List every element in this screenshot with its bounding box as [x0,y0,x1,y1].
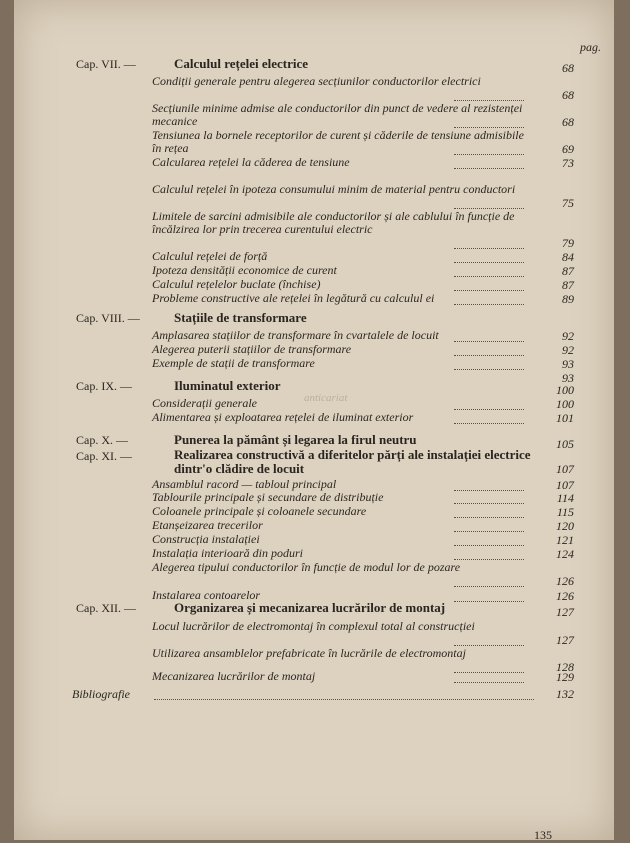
entry-page: 127 [556,633,574,647]
entry-page: 126 [556,574,574,588]
entry-page: 69 [562,142,574,156]
toc-entry: Tensiunea la bornele receptorilor de curent și căderile de tensiune admisibile în rețea [152,128,524,155]
toc-entry: Calculul rețelei în ipoteza consumului minim de material pentru conductori [152,182,516,196]
entry-page: 128 [556,660,574,674]
toc-entry: Locul lucrărilor de electromontaj în complexul total al construcției [152,619,475,633]
entry-page: 79 [562,236,574,250]
entry-page: 124 [556,547,574,561]
dot-leader [454,502,524,504]
entry-page: 68 [562,88,574,102]
toc-entry: Amplasarea stațiilor de transformare în cvartalele de locuit [152,328,439,342]
toc-entry: Instalarea contoarelor [152,588,261,602]
dot-leader [454,530,524,532]
toc-entry: Construcția instalației [152,532,260,546]
entry-page: 121 [556,533,574,547]
dot-leader [454,422,524,424]
chapter-page: 100 [556,383,574,397]
toc-entry: Limitele de sarcini admisibile ale conductorilor și ale cablului în funcție de încălzirea lor prin trecerea curentului electric [152,209,515,236]
dot-leader [454,408,524,410]
chapter-title: Punerea la pământ și legarea la firul neutru [174,432,417,447]
dot-leader [454,167,524,169]
entry-page: 93 [562,357,574,371]
dot-leader [454,558,524,560]
dot-leader [454,544,524,546]
entry-page: 115 [556,505,574,519]
dot-leader [454,600,524,602]
toc-entry: Condiții generale pentru alegerea secțiunilor conductorilor electrici [152,74,481,88]
toc-entry: Ansamblul racord — tabloul principal [152,477,337,491]
toc-entry: Exemple de stații de transformare [152,356,315,370]
chapter-label: Cap. IX. — [76,379,132,393]
toc-entry: Etanșeizarea trecerilor [152,518,263,532]
footer-page-number: 135 [534,828,552,842]
entry-page: 126 [556,589,574,603]
dot-leader [454,681,524,683]
entry-page: 73 [562,156,574,170]
toc-entry: Probleme constructive ale rețelei în legătură cu calculul ei [152,291,435,305]
entry-page: 75 [562,196,574,210]
entry-page: 92 [562,343,574,357]
entry-page: 100 [556,397,574,411]
toc-entry: Calcularea rețelei la căderea de tensiune [152,155,350,169]
page-column-label: pag. [580,40,601,54]
dot-leader [454,585,524,587]
entry-page: 93 [562,371,574,385]
chapter-label: Cap. X. — [76,433,128,447]
entry-page: 92 [562,329,574,343]
chapter-title: Organizarea și mecanizarea lucrărilor de montaj [174,600,446,615]
chapter-page: 127 [556,605,574,619]
dot-leader [454,354,524,356]
chapter-label: Cap. VIII. — [76,311,140,325]
entry-page: 68 [562,115,574,129]
entry-page: 84 [562,250,574,264]
chapter-label: Cap. VII. — [76,57,136,71]
chapter-page: 107 [556,462,574,476]
toc-entry: Instalația interioară din poduri [152,546,304,560]
toc-entry: Ipoteza densității economice de curent [152,263,337,277]
chapter-page: 105 [556,437,574,451]
chapter-label: Cap. XI. — [76,449,132,463]
chapter-title: Stațiile de transformare [174,310,307,325]
toc-entry: Calculul rețelelor buclate (închise) [152,277,321,291]
watermark: anticariat [304,392,348,404]
entry-page: 89 [562,292,574,306]
chapter-title: Calculul rețelei electrice [174,56,309,71]
dot-leader [454,261,524,263]
dot-leader [454,368,524,370]
entry-page: 129 [556,670,574,684]
entry-page: 87 [562,264,574,278]
toc-entry: Alimentarea și exploatarea rețelei de iluminat exterior [152,410,414,424]
entry-page: 114 [556,491,574,505]
entry-page: 101 [556,411,574,425]
toc-entry: Coloanele principale și coloanele secundare [152,504,367,518]
toc-entry: Secțiunile minime admise ale conductorilor din punct de vedere al rezistenței mecanice [152,101,523,128]
chapter-page: 68 [562,61,574,75]
chapter-title: Realizarea constructivă a diferitelor părți ale instalației electrice dintr'o clădire de locuit [174,447,531,476]
entry-page: 120 [556,519,574,533]
entry-page: 87 [562,278,574,292]
dot-leader [454,153,524,155]
dot-leader [454,275,524,277]
bibliography-page: 132 [556,687,574,701]
toc-entry: Calculul rețelei de forță [152,249,268,263]
dot-leader [154,698,534,700]
book-page [14,0,614,840]
chapter-label: Cap. XII. — [76,601,136,615]
dot-leader [454,247,524,249]
dot-leader [454,289,524,291]
toc-entry: Utilizarea ansamblelor prefabricate în lucrările de electromontaj [152,646,466,660]
toc-entry: Tablourile principale și secundare de distribuție [152,490,384,504]
toc-entry: Considerații generale [152,396,257,410]
bibliography-label: Bibliografie [72,687,130,701]
chapter-title: Iluminatul exterior [174,378,281,393]
dot-leader [454,303,524,305]
entry-page: 107 [556,478,574,492]
toc-entry: Alegerea tipului conductorilor în funcție de modul lor de pozare [152,560,461,574]
dot-leader [454,340,524,342]
dot-leader [454,516,524,518]
toc-entry: Alegerea puterii stațiilor de transformare [152,342,352,356]
toc-entry: Mecanizarea lucrărilor de montaj [152,669,316,683]
